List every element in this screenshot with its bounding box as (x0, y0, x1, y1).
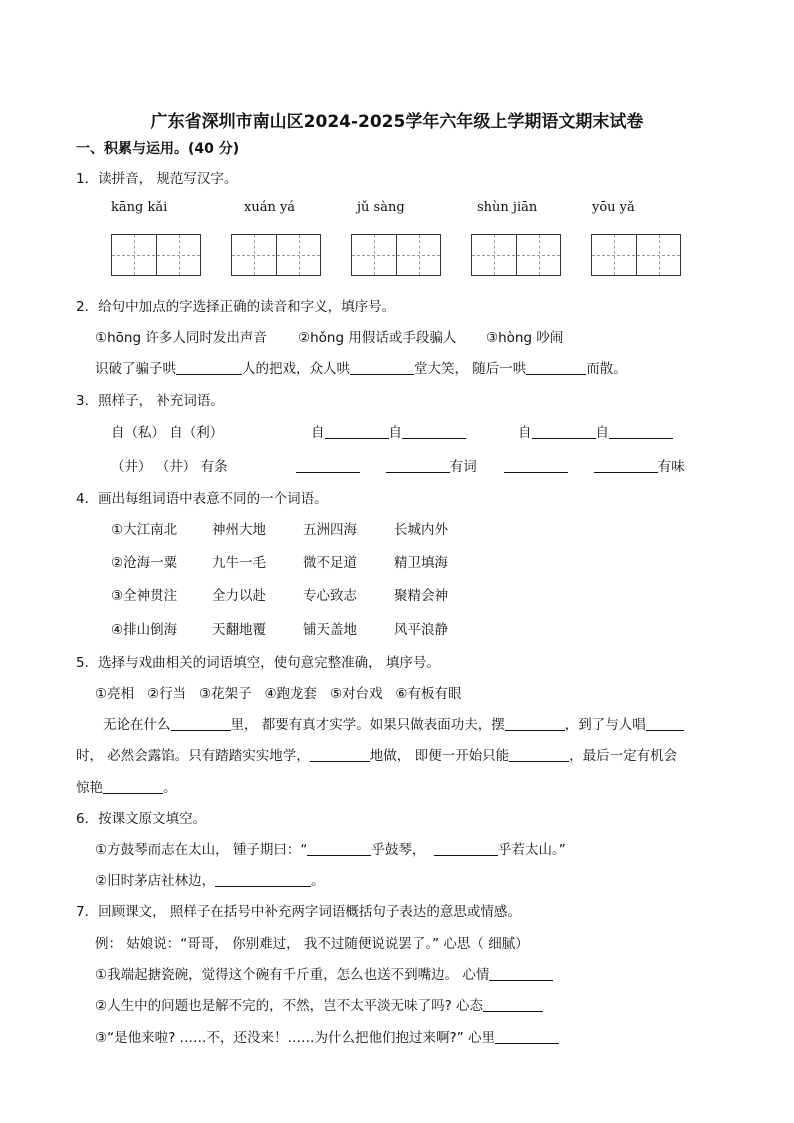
q2-stem: 2．给句中加点的字选择正确的读音和字义，填序号。 (76, 299, 396, 315)
q7-item-1 (95, 963, 553, 983)
q4-word[interactable]: ④排山倒海 (111, 622, 178, 638)
q3-blank-1b[interactable] (402, 424, 466, 439)
q4-stem: 4．画出每组词语中表意不同的一个词语。 (76, 491, 328, 507)
q4-word[interactable]: 微不足道 (303, 555, 357, 571)
q3-fill-1 (311, 421, 466, 441)
q4-word[interactable]: 神州大地 (212, 522, 266, 538)
writing-grid-2[interactable] (231, 234, 321, 276)
writing-grid-5[interactable] (591, 234, 681, 276)
q6-line-1 (95, 838, 566, 858)
q4-word[interactable]: ①大江南北 (111, 522, 178, 538)
q3-youwei: 有味 (657, 459, 685, 475)
q4-word[interactable]: 精卫填海 (394, 555, 448, 571)
q6-blank-3[interactable] (215, 872, 311, 887)
q4-word[interactable]: 天翻地覆 (212, 622, 266, 638)
q6-text-2: 乎鼓琴， (371, 842, 426, 858)
pinyin-3: jǔ sàng (357, 200, 405, 215)
q5-line-2 (76, 744, 677, 764)
q5-text-5: 地做， 即便一开始只能 (369, 748, 510, 764)
q3-blank-2a[interactable] (532, 424, 596, 439)
page-title: 广东省深圳市南山区2024-2025学年六年级上学期语文期末试卷 (150, 112, 644, 132)
q3-zi-1b: 自 (388, 425, 402, 441)
q5-text-4: 时， 必然会露馅。只有踏踏实实地学， (76, 748, 310, 764)
q5-option-2: ②行当 (146, 686, 187, 702)
q7-text-2: ②人生中的问题也是解不完的，不然，岂不太平淡无味了吗? 心态 (95, 998, 484, 1014)
q2-sentence (95, 357, 627, 377)
q5-line-1 (103, 713, 684, 733)
q6-text-4: ②旧时茅店社林边， (95, 873, 216, 889)
q3-blank-4a[interactable] (504, 458, 568, 473)
q2-text-2: 人的把戏，众人哄 (242, 361, 350, 377)
q6-stem: 6．按课文原文填空。 (76, 811, 207, 827)
q5-options (95, 682, 462, 702)
pinyin-4: shùn jiān (477, 200, 538, 215)
q5-text-1: 无论在什么 (103, 717, 171, 733)
q7-text-3: ③“是他来啦? ……不，还没来！……为什么把他们抱过来啊?” 心里 (95, 1030, 496, 1046)
q1-stem: 1．读拼音， 规范写汉字。 (76, 171, 238, 187)
q5-blank-3[interactable] (646, 716, 684, 731)
q3-stem: 3．照样子， 补充词语。 (76, 393, 224, 409)
q7-stem: 7．回顾课文， 照样子在括号中补充两字词语概括句子表达的意思或情感。 (76, 904, 521, 920)
q2-text-4: 而散。 (586, 361, 627, 377)
q5-line-3 (76, 776, 177, 796)
pinyin-1: kāng kǎi (111, 200, 168, 215)
q3-blank-3b[interactable] (386, 458, 450, 473)
q7-blank-3[interactable] (495, 1029, 559, 1044)
q5-blank-5[interactable] (509, 747, 569, 762)
q7-item-2 (95, 994, 543, 1014)
q3-zi-2a: 自 (518, 425, 532, 441)
q6-text-5: 。 (311, 873, 325, 889)
q7-blank-2[interactable] (483, 997, 543, 1012)
q5-text-8: 。 (163, 780, 177, 796)
q6-text-1: ①方鼓琴而志在太山， 锺子期曰：“ (95, 842, 308, 858)
q5-text-6: ，最后一定有机会 (569, 748, 678, 764)
q2-text-1: 识破了骗子哄 (95, 361, 176, 377)
writing-grid-4[interactable] (471, 234, 561, 276)
q5-blank-1[interactable] (171, 716, 231, 731)
q3-blank-2b[interactable] (609, 424, 673, 439)
q5-stem: 5．选择与戏曲相关的词语填空，使句意完整准确， 填序号。 (76, 655, 440, 671)
q5-text-7: 惊艳 (76, 780, 103, 796)
q2-blank-2[interactable] (350, 360, 414, 375)
q3-blank-4b[interactable] (594, 458, 658, 473)
q5-blank-6[interactable] (103, 779, 163, 794)
q3-blank-3a[interactable] (296, 458, 360, 473)
q3-fill-2 (518, 421, 673, 441)
q4-word[interactable]: 专心致志 (303, 588, 357, 604)
q4-word[interactable]: 风平浪静 (394, 622, 448, 638)
q3-fill-3 (296, 455, 477, 475)
q4-word[interactable]: 全力以赴 (212, 588, 266, 604)
q3-zi-1a: 自 (311, 425, 325, 441)
q5-option-4: ④跑龙套 (264, 686, 318, 702)
q2-blank-1[interactable] (176, 360, 242, 375)
q6-line-2 (95, 869, 325, 889)
q4-word[interactable]: 长城内外 (394, 522, 448, 538)
q2-blank-3[interactable] (526, 360, 586, 375)
q2-option-1: ①hōng 许多人同时发出声音 (95, 330, 267, 346)
writing-grid-3[interactable] (351, 234, 441, 276)
q7-text-1: ①我端起搪瓷碗，觉得这个碗有千斤重，怎么也送不到嘴边。 心情 (95, 967, 490, 983)
writing-grid-1[interactable] (111, 234, 201, 276)
q2-option-2: ②hǒng 用假话或手段骗人 (298, 330, 457, 346)
q4-word[interactable]: 九牛一毛 (212, 555, 266, 571)
q3-example-2: （井） （井） 有条 (111, 459, 228, 475)
q5-text-3: ，到了与人唱 (564, 717, 646, 733)
q4-word[interactable]: 铺天盖地 (303, 622, 357, 638)
q5-text-2: 里， 都要有真才实学。如果只做表面功夫，摆 (230, 717, 505, 733)
q3-fill-4 (504, 455, 685, 475)
q3-blank-1a[interactable] (325, 424, 389, 439)
q6-blank-2[interactable] (434, 841, 498, 856)
q5-blank-2[interactable] (505, 716, 565, 731)
pinyin-5: yōu yǎ (592, 200, 635, 215)
section-heading: 一、积累与运用。(40 分) (76, 141, 240, 157)
q7-example: 例： 姑娘说：“哥哥， 你别难过， 我不过随便说说罢了。” 心思（ 细腻） (95, 936, 529, 952)
q2-option-3: ③hòng 吵闹 (486, 330, 564, 346)
q5-option-6: ⑥有板有眼 (395, 686, 462, 702)
q3-zi-2b: 自 (595, 425, 609, 441)
q3-youci: 有词 (449, 459, 477, 475)
q6-text-3: 乎若太山。” (497, 842, 566, 858)
pinyin-2: xuán yá (244, 200, 296, 215)
q7-blank-1[interactable] (489, 966, 553, 981)
q5-option-3: ③花架子 (198, 686, 252, 702)
q4-word[interactable]: ③全神贯注 (111, 588, 178, 604)
q3-example-1: 自（私） 自（利） (111, 425, 224, 441)
q7-item-3 (95, 1026, 559, 1046)
q4-word[interactable]: ②沧海一粟 (111, 555, 178, 571)
q2-text-3: 堂大笑， 随后一哄 (414, 361, 527, 377)
q5-blank-4[interactable] (310, 747, 370, 762)
q4-word[interactable]: 聚精会神 (394, 588, 448, 604)
q5-option-5: ⑤对台戏 (329, 686, 383, 702)
q5-option-1: ①亮相 (95, 686, 135, 702)
q6-blank-1[interactable] (307, 841, 371, 856)
q4-word[interactable]: 五洲四海 (303, 522, 357, 538)
